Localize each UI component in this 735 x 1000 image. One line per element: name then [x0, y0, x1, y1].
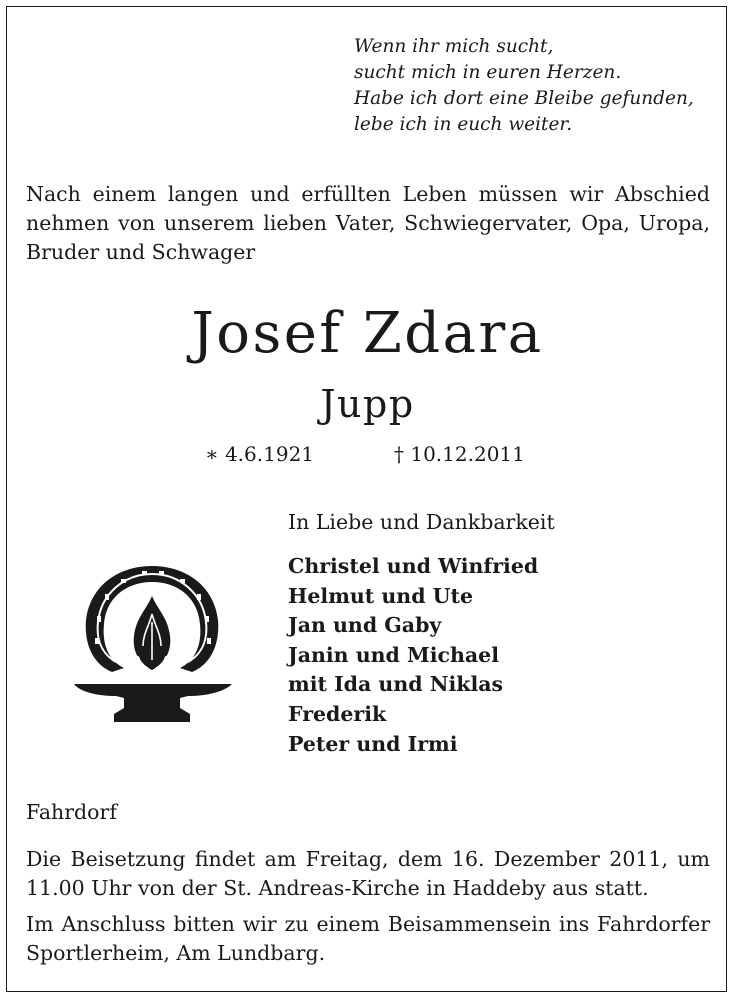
mourners-list [288, 552, 538, 759]
poem-line: Habe ich dort eine Bleibe gefunden, [354, 88, 694, 109]
poem [354, 34, 724, 138]
mourner: Frederik [288, 701, 387, 726]
deceased-nickname: Jupp [320, 382, 415, 426]
poem-line: sucht mich in euren Herzen. [354, 62, 622, 83]
deceased-name: Josef Zdara [191, 301, 544, 366]
gathering-info: Im Anschluss bitten wir zu einem Beisammensein ins Fahrdorfer Sportlerheim, Am Lundbarg. [26, 912, 710, 965]
poem-line: Wenn ihr mich sucht, [354, 36, 554, 57]
birth-date: ∗ 4.6.1921 [205, 442, 315, 466]
place: Fahrdorf [26, 800, 117, 824]
mourner: mit Ida und Niklas [288, 672, 504, 697]
horseshoe-anvil-flame-icon [70, 556, 236, 730]
funeral-info: Die Beisetzung findet am Freitag, dem 16. Dezember 2011, um 11.00 Uhr von der St. Andreas-Kirche in Haddeby aus statt. [26, 847, 710, 900]
mourner: Christel und Winfried [288, 554, 539, 578]
mourner: Helmut und Ute [288, 583, 474, 608]
dedication: In Liebe und Dankbarkeit [288, 510, 555, 534]
death-date: † 10.12.2011 [394, 442, 525, 466]
mourner: Janin und Michael [288, 642, 499, 667]
intro-text: Nach einem langen und erfüllten Leben müssen wir Abschied nehmen von unserem lieben Vater, Schwiegervater, Opa, Uropa, Bruder und Schwager [26, 182, 710, 264]
mourner: Peter und Irmi [288, 731, 458, 756]
mourner: Jan und Gaby [288, 613, 442, 638]
poem-line: lebe ich in euch weiter. [354, 114, 573, 135]
